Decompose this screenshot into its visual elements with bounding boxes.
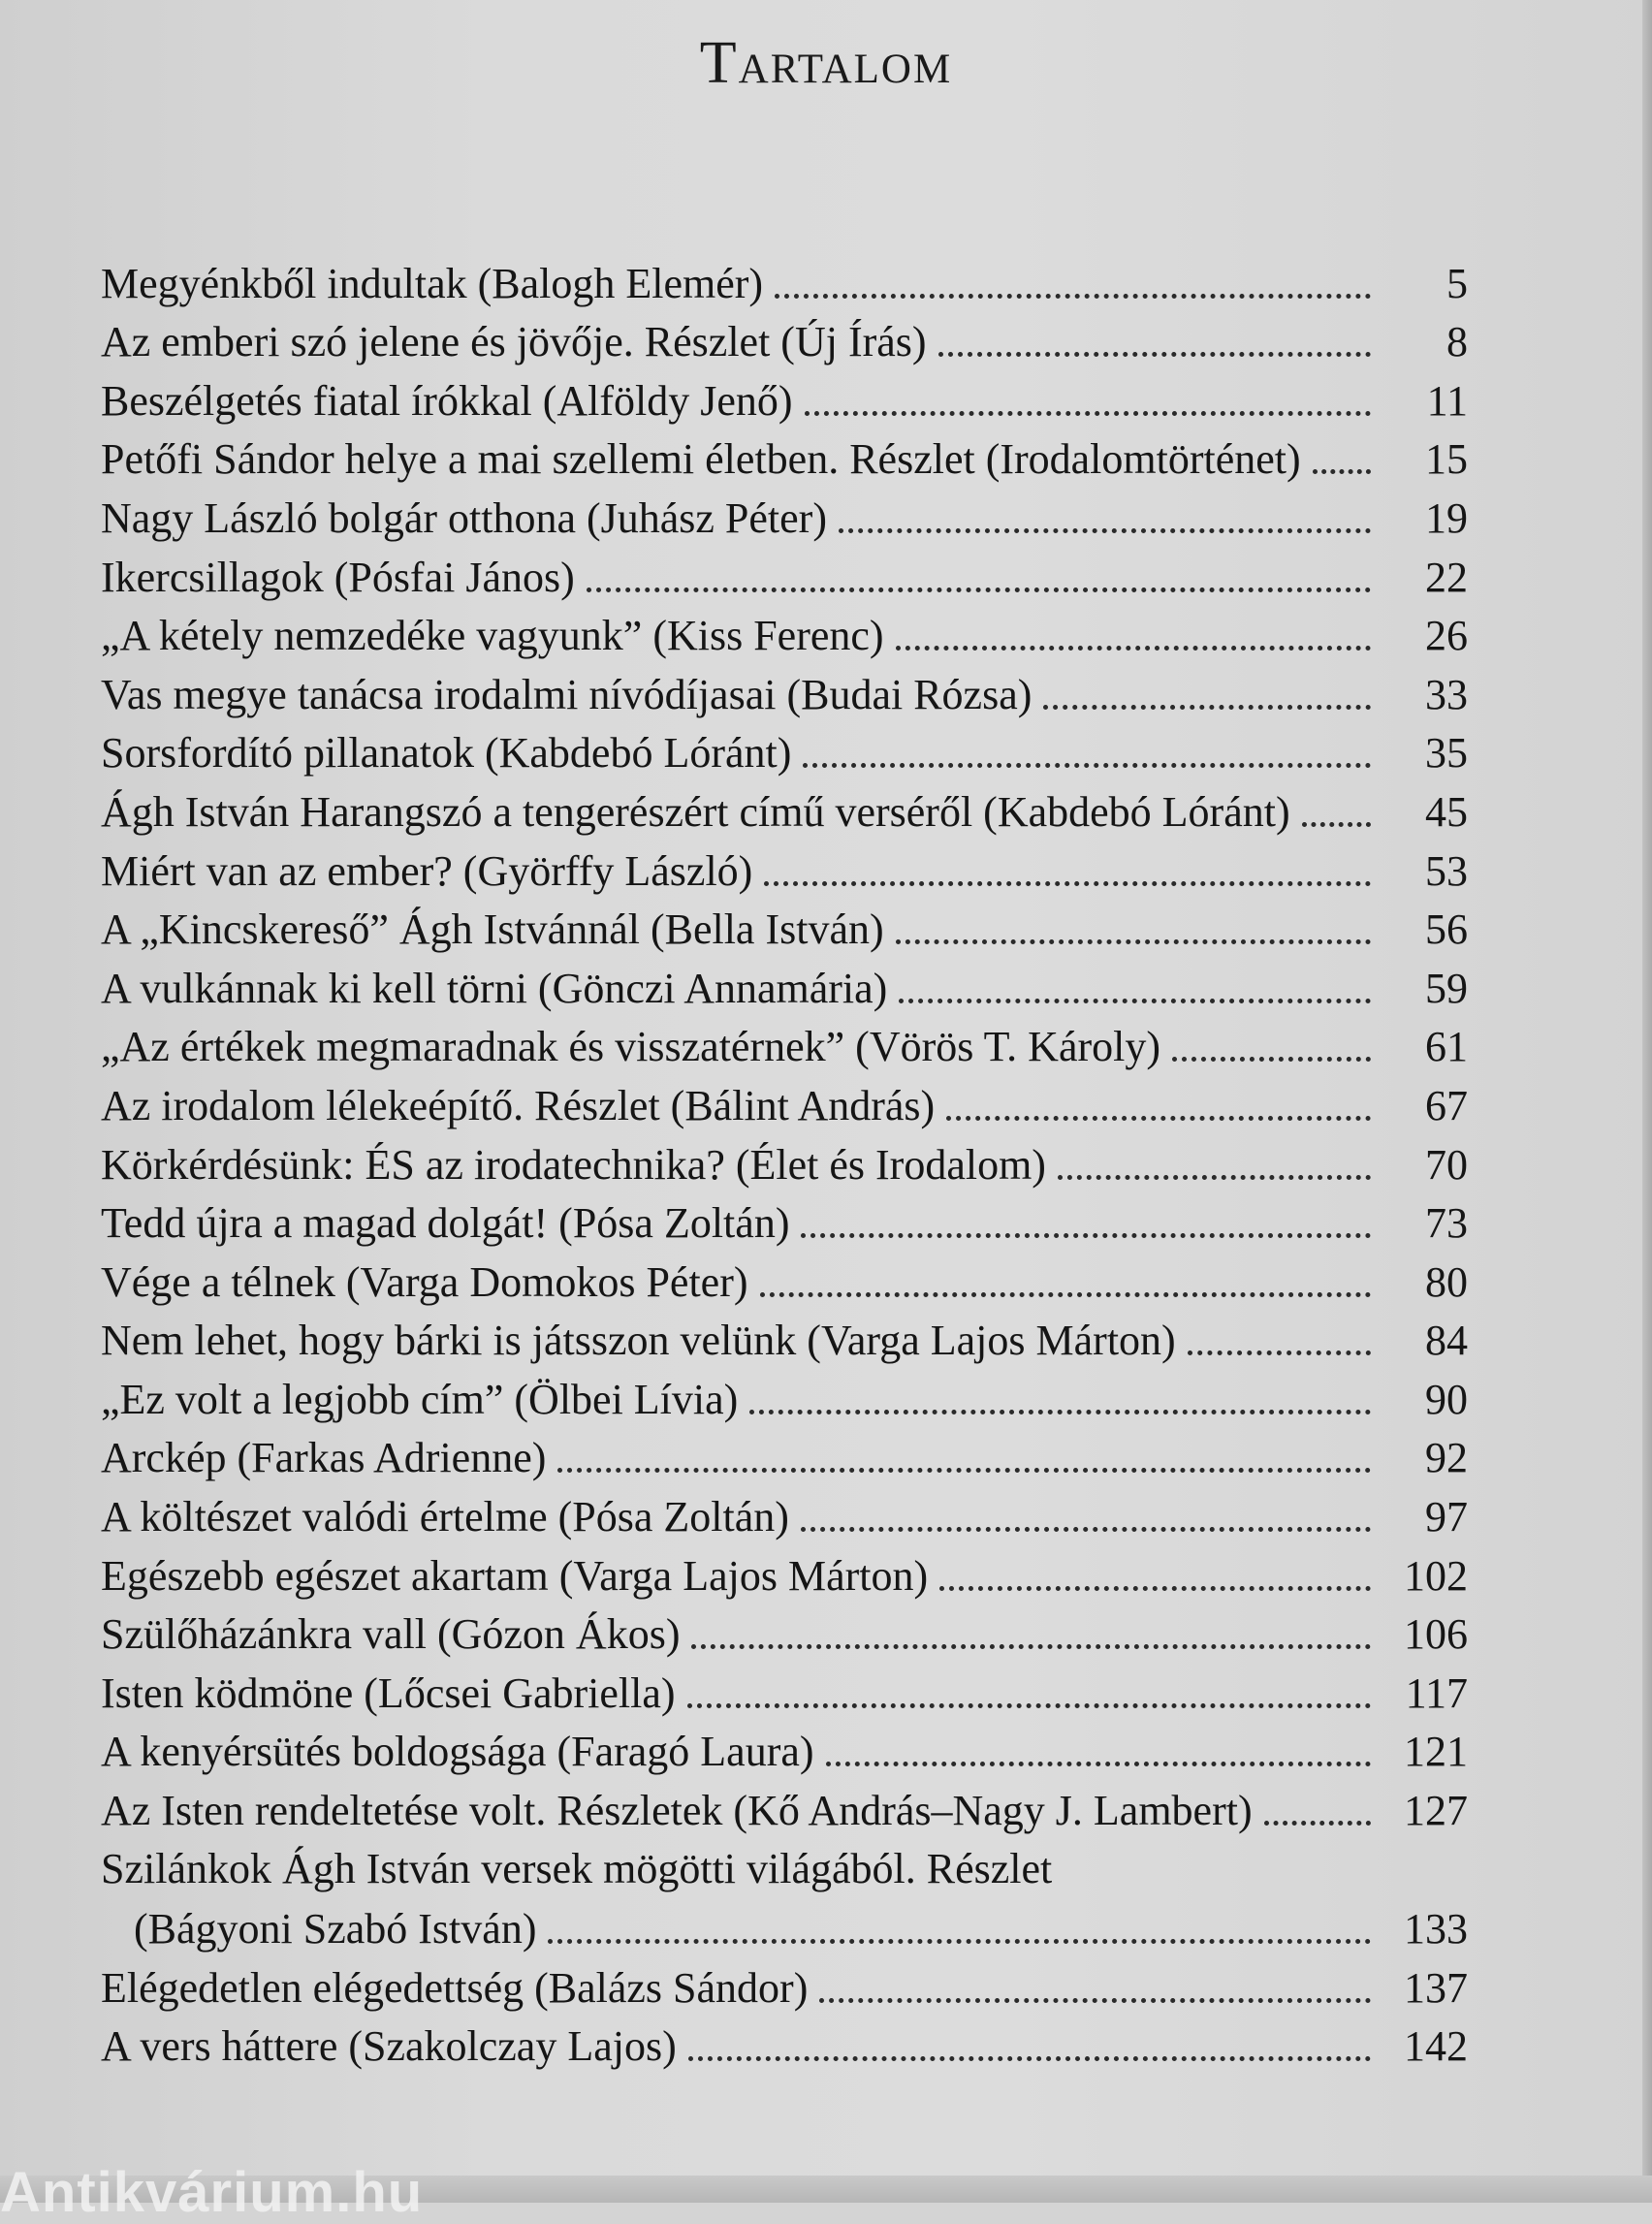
dot-leader: [764, 881, 1371, 886]
dot-leader: [801, 1527, 1371, 1532]
toc-entry: [101, 1836, 1468, 1954]
toc-entry: [101, 1366, 1468, 1425]
toc-entry: [101, 1249, 1468, 1308]
toc-page-number: 133: [1404, 1905, 1468, 1954]
toc-page-number: 11: [1426, 376, 1468, 425]
dot-leader: [557, 1468, 1371, 1473]
toc-entry: [101, 1308, 1468, 1367]
toc-entry-title: Ágh István Harangszó a tengerészért című verséről (Kabdebó Lóránt): [101, 787, 1290, 836]
toc-entry-title: Beszélgetés fiatal írókkal (Alföldy Jenő): [101, 376, 793, 425]
toc-entry-title: Petőfi Sándor helye a mai szellemi életben. Részlet (Irodalomtörténet): [101, 435, 1301, 484]
toc-page-number: 117: [1405, 1668, 1468, 1717]
toc-entry-first-line: [101, 1836, 1468, 1894]
dot-leader: [1058, 1175, 1371, 1180]
toc-entry-title: A költészet valódi értelme (Pósa Zoltán): [101, 1493, 789, 1541]
toc-entry: [101, 1954, 1468, 2014]
toc-entry: [101, 1425, 1468, 1484]
toc-entry-title: A vulkánnak ki kell törni (Gönczi Annamária): [101, 964, 888, 1012]
toc-entry-second-line: [101, 1894, 1468, 1954]
toc-page-number: 45: [1425, 787, 1468, 836]
dot-leader: [760, 1292, 1371, 1297]
toc-entry: [101, 1014, 1468, 1073]
toc-entry: [101, 309, 1468, 368]
toc-entry: [101, 485, 1468, 544]
toc-entry-title: Miért van az ember? (Györffy László): [101, 846, 753, 895]
toc-entry: [101, 250, 1468, 309]
toc-entry: [101, 897, 1468, 956]
toc-entry-title: A kenyérsütés boldogsága (Faragó Laura): [101, 1728, 814, 1776]
page-title: Tartalom: [699, 30, 953, 96]
toc-page-number: 70: [1425, 1140, 1468, 1189]
toc-page-number: 5: [1446, 259, 1468, 307]
dot-leader: [688, 2056, 1371, 2061]
dot-leader: [548, 1939, 1371, 1944]
toc-entry: [101, 1719, 1468, 1778]
dot-leader: [749, 1410, 1371, 1414]
toc-entry: [101, 427, 1468, 486]
dot-leader: [805, 411, 1371, 416]
toc-page-number: 19: [1425, 493, 1468, 542]
toc-page-number: 80: [1425, 1257, 1468, 1306]
dot-leader: [1313, 469, 1371, 474]
toc-entry: [101, 1660, 1468, 1719]
toc-entry: [101, 544, 1468, 603]
toc-page-number: 127: [1404, 1787, 1468, 1835]
toc-entry-title: Vas megye tanácsa irodalmi nívódíjasai (Budai Rózsa): [101, 670, 1032, 718]
dot-leader: [939, 1586, 1371, 1591]
dot-leader: [775, 294, 1371, 299]
toc-entry-title: A vers háttere (Szakolczay Lajos): [101, 2022, 677, 2071]
toc-entry: [101, 955, 1468, 1014]
toc-entry: [101, 603, 1468, 662]
toc-entry-title: Az emberi szó jelene és jövője. Részlet (Új Írás): [101, 318, 927, 366]
toc-page-number: 97: [1425, 1493, 1468, 1541]
toc-entry-title: Arckép (Farkas Adrienne): [101, 1434, 547, 1482]
toc-entry-title: Tedd újra a magad dolgát! (Pósa Zoltán): [101, 1199, 790, 1248]
toc-entry-title: Egészebb egészet akartam (Varga Lajos Márton): [101, 1551, 929, 1600]
dot-leader: [1264, 1821, 1371, 1826]
toc-entry-title-continuation: (Bágyoni Szabó István): [134, 1905, 537, 1954]
toc-entry: [101, 1131, 1468, 1191]
watermark: Antikvárium.hu: [0, 2161, 424, 2224]
toc-entry-title: Sorsfordító pillanatok (Kabdebó Lóránt): [101, 729, 792, 778]
dot-leader: [691, 1644, 1371, 1649]
toc-entry: [101, 1191, 1468, 1250]
toc-entry: [101, 838, 1468, 897]
toc-entry: [101, 367, 1468, 427]
toc-page-number: 67: [1425, 1081, 1468, 1129]
toc-entry: [101, 1602, 1468, 1661]
toc-page-number: 142: [1404, 2022, 1468, 2071]
toc-entry-title: A „Kincskereső” Ágh Istvánnál (Bella István): [101, 905, 884, 954]
dot-leader: [896, 646, 1371, 651]
toc-page-number: 33: [1425, 670, 1468, 718]
table-of-contents: [101, 250, 1468, 2072]
toc-page-number: 15: [1425, 435, 1468, 484]
toc-page-number: 137: [1404, 1963, 1468, 2012]
page-edge-right: [1642, 0, 1652, 2203]
toc-entry-title: Ikercsillagok (Pósfai János): [101, 553, 575, 601]
toc-page-number: 90: [1425, 1375, 1468, 1423]
toc-entry-title: Az irodalom lélekeépítő. Részlet (Bálint András): [101, 1081, 936, 1129]
toc-entry: [101, 720, 1468, 779]
dot-leader: [1172, 1057, 1371, 1062]
toc-page-number: 61: [1425, 1023, 1468, 1071]
toc-page-number: 53: [1425, 846, 1468, 895]
toc-page-number: 26: [1425, 612, 1468, 660]
toc-page-number: 22: [1425, 553, 1468, 601]
toc-page-number: 59: [1425, 964, 1468, 1012]
dot-leader: [1302, 822, 1371, 827]
toc-entry: [101, 778, 1468, 838]
toc-entry: [101, 1072, 1468, 1131]
toc-entry-title: „Az értékek megmaradnak és visszatérnek” (Vörös T. Károly): [101, 1023, 1161, 1071]
toc-entry-title: „Ez volt a legjobb cím” (Ölbei Lívia): [101, 1375, 739, 1423]
dot-leader: [899, 999, 1371, 1003]
dot-leader: [826, 1762, 1371, 1766]
toc-entry-title: Elégedetlen elégedettség (Balázs Sándor): [101, 1963, 809, 2012]
toc-page-number: 121: [1404, 1728, 1468, 1776]
dot-leader: [896, 939, 1371, 944]
toc-entry-title: Nagy László bolgár otthona (Juhász Péter): [101, 493, 827, 542]
toc-entry: [101, 661, 1468, 720]
toc-page-number: 106: [1404, 1610, 1468, 1659]
toc-page-number: 73: [1425, 1199, 1468, 1248]
toc-entry-title: Az Isten rendeltetése volt. Részletek (Kő András–Nagy J. Lambert): [101, 1787, 1253, 1835]
toc-entry-title: Szilánkok Ágh István versek mögötti világából. Részlet: [101, 1845, 1053, 1893]
toc-page-number: 56: [1425, 905, 1468, 954]
toc-entry-title: Megyénkből indultak (Balogh Elemér): [101, 259, 764, 307]
toc-entry-title: Szülőházánkra vall (Gózon Ákos): [101, 1610, 681, 1659]
toc-entry-title: Isten ködmöne (Lőcsei Gabriella): [101, 1668, 676, 1717]
dot-leader: [801, 1233, 1371, 1238]
dot-leader: [1188, 1350, 1371, 1355]
dot-leader: [687, 1703, 1371, 1708]
toc-entry-title: „A kétely nemzedéke vagyunk” (Kiss Ferenc): [101, 612, 884, 660]
toc-page-number: 35: [1425, 729, 1468, 778]
toc-entry-title: Körkérdésünk: ÉS az irodatechnika? (Élet és Irodalom): [101, 1140, 1046, 1189]
dot-leader: [803, 763, 1371, 768]
toc-page-number: 84: [1425, 1317, 1468, 1365]
dot-leader: [938, 352, 1371, 357]
toc-page-number: 8: [1446, 318, 1468, 366]
toc-page-number: 92: [1425, 1434, 1468, 1482]
toc-entry-title: Nem lehet, hogy bárki is játsszon velünk (Varga Lajos Márton): [101, 1317, 1176, 1365]
toc-entry-title: Vége a télnek (Varga Domokos Péter): [101, 1257, 748, 1306]
dot-leader: [587, 588, 1371, 592]
toc-entry: [101, 2014, 1468, 2073]
toc-entry: [101, 1483, 1468, 1542]
dot-leader: [1043, 705, 1371, 710]
toc-page-number: 102: [1404, 1551, 1468, 1600]
toc-entry: [101, 1542, 1468, 1602]
dot-leader: [839, 528, 1371, 533]
dot-leader: [819, 1998, 1371, 2003]
toc-entry: [101, 1777, 1468, 1836]
dot-leader: [946, 1116, 1371, 1121]
